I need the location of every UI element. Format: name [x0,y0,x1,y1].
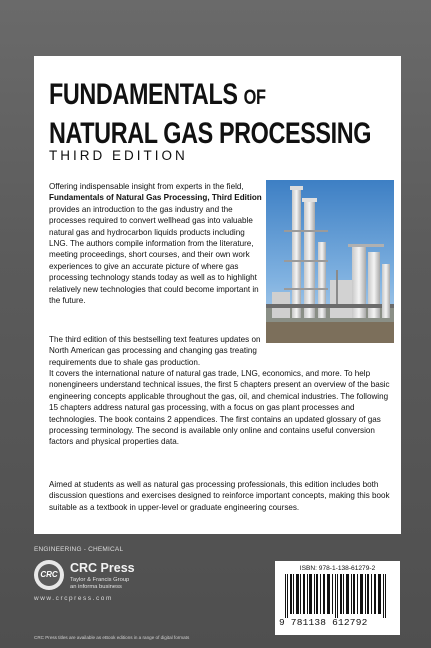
book-title [49,78,372,150]
category-label: ENGINEERING - CHEMICAL [34,546,124,553]
isbn-label: ISBN: 978-1-138-61279-2 [299,565,376,572]
publisher-group: Taylor & Francis Group [70,577,130,583]
barcode-box [275,561,400,635]
logo-text: CRC [40,570,58,579]
barcode-number: 9 781138 612792 [279,617,368,628]
description-paragraph-2: The third edition of this bestselling text features updates on North American gas processing and changing gas treating requirements due to shale gas production. [49,335,261,367]
title-line-1 [49,80,322,113]
publisher-url: www.crcpress.com [34,595,113,602]
edition-label: THIRD EDITION [49,148,188,163]
publisher-block [34,556,194,616]
ebook-footnote: CRC Press titles are available as eBook editions in a range of digital formats [34,635,190,640]
title-line-2: NATURAL GAS PROCESSING [49,117,372,150]
description-paragraph-3: It covers the international nature of natural gas trade, LNG, economics, and more. To help nonengineers understand technical issues, the first 5 chapters present an overview of the basic engineering concepts applicable throughout the gas, oil, and chemical industries. The following 15 chapters address natural gas processing, with a focus on gas plant processes and technologies. The book contains 2 appendices. The first contains an updated glossary of gas processing terminology. The second is available only online and contains useful conversion factors and physical properties data. [49,369,390,447]
p1-book-name: Fundamentals of Natural Gas Processing, Third Edition [49,193,262,203]
title-word-of: OF [243,86,266,109]
title-word-fundamentals: FUNDAMENTALS [49,78,238,111]
publisher-name: CRC Press [70,561,135,575]
publisher-subtitle [70,577,129,591]
description-paragraph-1 [49,181,265,306]
crc-press-logo-icon [34,560,64,590]
description-paragraph-4: Aimed at students as well as natural gas processing professionals, this edition includes both discussion questions and exercises designed to reinforce important concepts, making this book suitable as a textbook in upper-level or graduate engineering courses. [49,480,390,512]
barcode-icon [283,574,393,618]
publisher-tagline: an informa business [70,584,122,590]
gas-plant-photo [266,180,394,343]
p1-intro: Offering indispensable insight from experts in the field, [49,182,244,191]
p1-rest: provides an introduction to the gas industry and the processes required to convert wellhead gas into valuable natural gas and hydrocarbon liquids products including LNG. The authors compile information from the literature, meeting proceedings, short courses, and their own work experiences to give an accurate picture of where gas processing technology stands today as well as to highlight relatively new technologies that could become important in the future. [49,204,259,306]
